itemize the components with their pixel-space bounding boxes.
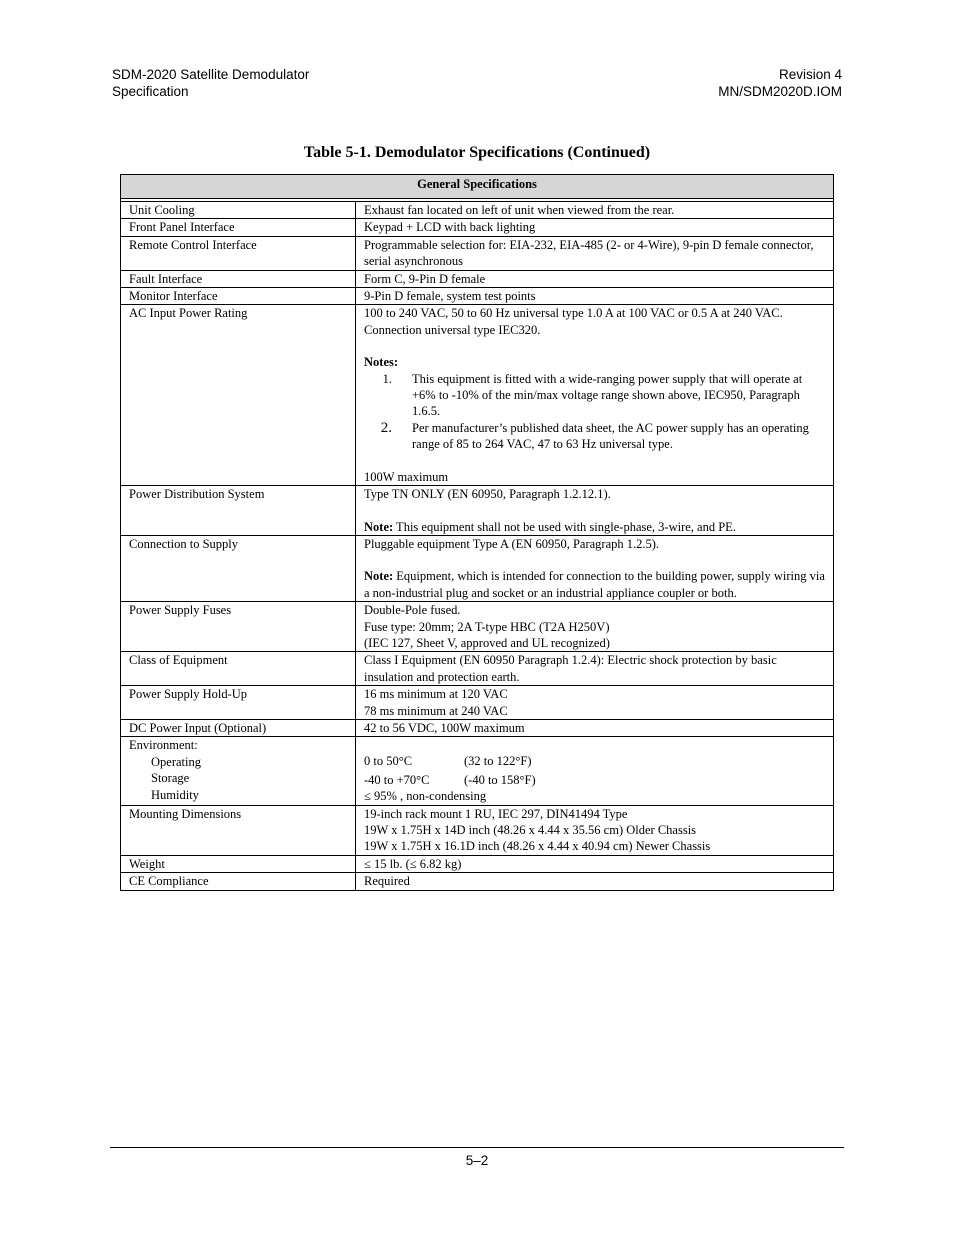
table-row [121,737,834,805]
document-header-right [718,66,842,100]
spec-sublabel: Humidity [151,787,199,802]
celsius-range: 0 to 50°C [364,754,413,769]
spec-label: DC Power Input (Optional) [121,719,356,736]
document-section: Specification [112,84,189,99]
spec-value-block [356,486,834,536]
celsius-range: -40 to +70°C [364,772,430,787]
spec-value: 78 ms minimum at 240 VAC [364,703,508,718]
revision-label: Revision 4 [778,67,842,82]
humidity-value: ≤ 95% , non-condensing [364,789,487,804]
spec-value: 9-Pin D female, system test points [356,288,834,305]
spec-value: Form C, 9-Pin D female [356,270,834,287]
table-row [121,270,834,287]
spec-label: AC Input Power Rating [121,305,356,486]
note-number: 1. [382,371,392,386]
table-row [121,602,834,652]
note-text: Per manufacturer’s published data sheet, the AC power supply has an operating range of 85 to 264 VAC, 47 to 63 Hz universal type. [412,420,809,452]
note-text [364,568,827,601]
spec-label: Power Supply Hold-Up [121,686,356,720]
notes-heading: Notes: [364,355,399,370]
operating-range [364,753,827,769]
spec-label: Power Distribution System [121,486,356,536]
note-heading: Note: [364,519,394,534]
spec-value-block [356,535,834,601]
table-row [121,805,834,855]
spec-label: Class of Equipment [121,652,356,686]
note-text: This equipment is fitted with a wide-ranging power supply that will operate at +6% to -10% of the min/max voltage range shown above, IEC950, Paragraph 1.6.5. [412,371,803,419]
fahrenheit-range: (-40 to 158°F) [464,772,536,787]
table-row [121,219,834,236]
page-number: 5–2 [465,1153,489,1168]
spec-value: 16 ms minimum at 120 VAC [364,687,508,702]
note-body: This equipment shall not be used with single-phase, 3-wire, and PE. [393,519,736,534]
spec-value-block [356,305,834,486]
spec-label-block [121,737,356,805]
spec-label: CE Compliance [121,873,356,890]
spec-value: (IEC 127, Sheet V, approved and UL recognized) [364,635,610,650]
spec-sublabel: Storage [151,771,190,786]
note-heading: Note: [364,569,394,584]
document-title: SDM-2020 Satellite Demodulator [112,67,310,82]
note-body: Equipment, which is intended for connection to the building power, supply wiring via a non-industrial plug and socket or an industrial appliance coupler or both. [364,569,825,600]
spec-label: Power Supply Fuses [121,602,356,652]
table-row [121,686,834,720]
spec-value: 100W maximum [364,469,449,484]
spec-value-block [356,737,834,805]
spec-label: Front Panel Interface [121,219,356,236]
spec-value: Programmable selection for: EIA-232, EIA-485 (2- or 4-Wire), 9-pin D female connector, serial asynchronous [356,236,834,270]
spec-value: 42 to 56 VDC, 100W maximum [356,719,834,736]
spec-value-block [356,686,834,720]
table-row [121,855,834,872]
table-row [121,486,834,536]
spec-label: Fault Interface [121,270,356,287]
fahrenheit-range: (32 to 122°F) [464,754,532,769]
spec-value: 19W x 1.75H x 16.1D inch (48.26 x 4.44 x 40.94 cm) Newer Chassis [364,839,711,854]
table-row [121,202,834,219]
spec-value: Pluggable equipment Type A (EN 60950, Paragraph 1.2.5). [364,536,660,551]
document-header-left [112,66,309,100]
spec-value: Type TN ONLY (EN 60950, Paragraph 1.2.12.1). [364,487,611,502]
note-text [364,519,827,535]
spec-value: Fuse type: 20mm; 2A T-type HBC (T2A H250V) [364,619,610,634]
table-row [121,305,834,486]
spec-value: ≤ 15 lb. (≤ 6.82 kg) [356,855,834,872]
table-row [121,236,834,270]
table-row [121,652,834,686]
spec-value: 100 to 240 VAC, 50 to 60 Hz universal type 1.0 A at 100 VAC or 0.5 A at 240 VAC. Connection universal type IEC320. [364,306,783,337]
list-item [364,420,827,453]
spec-label: Monitor Interface [121,288,356,305]
note-number: 2. [380,419,392,436]
spec-label: Connection to Supply [121,535,356,601]
table-row [121,288,834,305]
spec-value: 19W x 1.75H x 14D inch (48.26 x 4.44 x 35.56 cm) Older Chassis [364,823,697,837]
list-item [364,371,827,420]
spec-value: 19-inch rack mount 1 RU, IEC 297, DIN41494 Type [364,806,628,821]
spec-value: Class I Equipment (EN 60950 Paragraph 1.2.4): Electric shock protection by basic insulation and protection earth. [356,652,834,686]
notes-list [364,371,827,453]
spec-value: Double-Pole fused. [364,603,461,618]
table-row [121,873,834,890]
spec-value-block [356,805,834,855]
footer-divider [110,1147,844,1148]
spec-value: Required [356,873,834,890]
spec-value-block [356,602,834,652]
storage-range [364,772,827,788]
table-header: General Specifications [121,175,834,199]
spec-label: Unit Cooling [121,202,356,219]
table-header-row [121,175,834,199]
spec-sublabel: Operating [151,754,201,769]
spec-label: Weight [121,855,356,872]
spec-value: Exhaust fan located on left of unit when viewed from the rear. [356,202,834,219]
spec-label: Remote Control Interface [121,236,356,270]
table-title: Table 5-1. Demodulator Specifications (Continued) [303,144,651,161]
specifications-table [120,174,834,891]
table-row [121,535,834,601]
table-row [121,719,834,736]
document-id: MN/SDM2020D.IOM [718,84,842,99]
spec-value: Keypad + LCD with back lighting [356,219,834,236]
spec-label: Environment: [129,738,198,753]
spec-label: Mounting Dimensions [121,805,356,855]
